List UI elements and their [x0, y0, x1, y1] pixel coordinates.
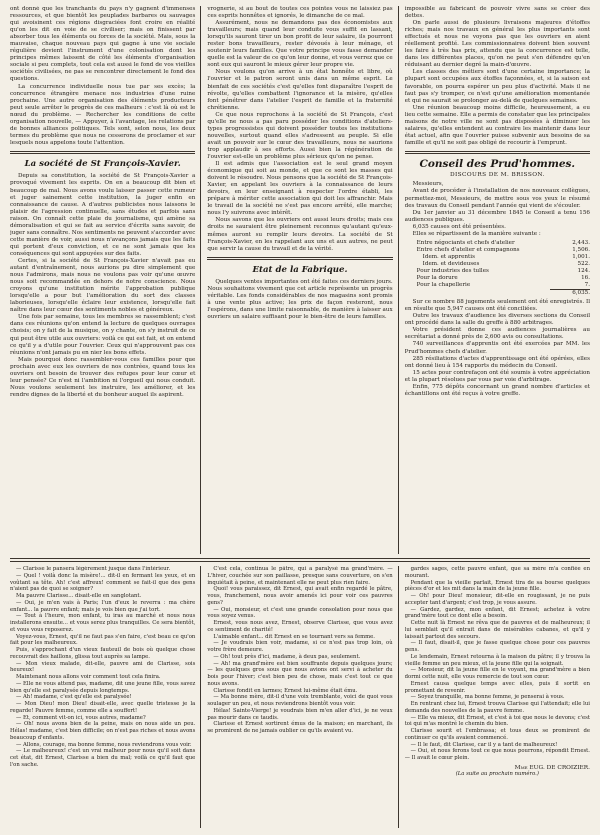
feuilleton-paragraph: Voyez-vous, Ernest, qu'il ne faut pas s'en faire, c'est beau ce qu'on fait pour les malheureux.	[10, 633, 196, 647]
section-title: Conseil des Prud'hommes.	[419, 158, 576, 171]
feuilleton-paragraph: — Oui, et nous ferons tout ce que nous pourrons, répondit Ernest. — Il avait le cœur plein.	[404, 748, 590, 761]
statistics-value: 1,001.	[572, 253, 590, 260]
column-2	[207, 6, 398, 554]
article-paragraph: Enfin, 775 dépôts concernant un grand nombre d'articles et échantillons ont été reçus à votre greffe.	[404, 383, 590, 397]
statistics-row	[405, 275, 590, 282]
statistics-value: 16.	[581, 275, 590, 282]
feuilleton-paragraph: Clarisse sourit et l'embrassa; et tous deux se promirent de continuer ce qu'ils avaient commencé.	[404, 728, 590, 741]
article-paragraph: 6,035 causes ont été présentées.	[412, 223, 506, 230]
article-paragraph: Une réunion beaucoup moins difficile, heureusement, a eu lieu cette semaine. Elle a permis de constater que les principales maisons de notre ville ne sont pas disposées à diminuer les salaires, qu'elles entendent au contraire les maintenir dans leur état actuel, afin que l'ouvrier puisse subvenir aux besoins de sa famille et qu'il ne soit pas obligé de recourir à l'emprunt.	[404, 104, 590, 146]
statistics-value: 522.	[577, 260, 590, 267]
article-paragraph: On parle aussi de plusieurs livraisons majeures d'étoffes riches; mais nos travaux en général les plus importants sont effectués et nous ne voyons pas que les ouvriers en aient réellement profité. Les commissionnaires doivent bien souvent les faire à très bas prix, attendu que la concurrence est telle, dans les différentes places, qu'on ne peut s'en défendre qu'en réduisant au dernier degré la main-d'œuvre.	[404, 20, 590, 69]
feuilleton-paragraph: Puis, s'approchant d'un vieux fauteuil de bois où quelque chose recouvrait des haillons, glissa tout auprès sa lampe.	[10, 647, 196, 660]
article-paragraph: Quelques ventes importantes ont été faites ces derniers jours. Nous souhaitons vivement que cet article représente un progrès véritable. Les fonds considérables de nos magasins sont promis à une vente plus active; les prix de façon resteront, nous l'espérons, dans une limite raisonnable, de manière à laisser aux ouvriers un salaire suffisant pour le bien-être de leurs familles.	[207, 279, 393, 321]
feuilleton-paragraph: Ernest causa quelque temps avec elles, puis il sortit en promettant de revenir.	[404, 680, 590, 694]
statistics-label: Entre négociants et chefs d'atelier	[416, 239, 515, 246]
statistics-value: 7.	[584, 282, 590, 289]
section-title: Etat de la Fabrique.	[252, 265, 348, 276]
feuilleton-paragraph: gardes sages, cette pauvre enfant, que sa mère m'a confiée en mourant.	[404, 566, 590, 579]
article-paragraph: Les classes des métiers sont d'une certaine importance; la plupart sont occupées aux étoffes façonnées, et, si la saison est favorable, on pourra espérer un peu plus d'activité. Mais il ne faut pas s'y tromper, ce n'est qu'une amélioration momentanée et qui ne saurait se prolonger au-delà de quelques semaines.	[404, 69, 590, 104]
statistics-value: 124.	[577, 268, 590, 274]
feuilleton-paragraph: Cette nuit là Ernest ne rêva que de pauvres et de malheureux; il lui semblait qu'il entrait dans de misérables cabanes, et qu'il y laissait partout des secours.	[404, 620, 590, 640]
article-paragraph: Du 1er janvier au 31 décembre 1845 le Conseil a tenu 156 audiences publiques.	[404, 209, 590, 223]
statistics-label: Idem. et apprentis	[422, 253, 475, 260]
article-paragraph: vrognerie, si au bout de toutes ces pointes vous ne laissiez pas ces esprits honnêtes et ignorés, le dimanche de ce mal.	[207, 6, 393, 20]
feuilleton-paragraph: — Il faut, disait-il, que je fasse quelque chose pour ces pauvres gens.	[404, 640, 590, 653]
section-divider	[10, 151, 195, 155]
statistics-label: Idem. et devideuses	[422, 260, 480, 267]
feuilleton-paragraph: — Le malheureux! c'est un vrai malheur pour nous qu'il soit dans cet état, dit Ernest, Clarisse a bien du mal; voilà ce qu'il faut que l'on sache.	[10, 748, 196, 768]
statistics-row	[405, 261, 590, 268]
feuilleton-paragraph: Clarisse fondit en larmes; Ernest lui-même était ému.	[213, 687, 358, 694]
statistics-value: 1,506.	[572, 246, 590, 253]
statistics-total-row	[405, 289, 590, 297]
feuilleton-paragraph: Le lendemain, Ernest retourna à la maison du pâtre; il y trouva la vieille femme un peu mieux, et la jeune fille qui la soignait.	[404, 653, 590, 667]
feuilleton-paragraph: — Je voudrais bien voir, madame, si ce n'est pas trop loin, où votre frère demeure.	[207, 640, 393, 653]
article-paragraph: Certes, si la société de St François-Xavier n'avait pas eu autant d'entraînement, nous aurions pu dire simplement que nous l'admirons, mais nous ne voulons pas voir qu'une œuvre nous soit recommandée en dehors de notre conscience. Nous croyons qu'une institution mérite l'approbation publique lorsqu'elle a pour but l'amélioration du sort des classes laborieuses, lorsqu'elle éclaire leur existence, lorsqu'elle fait naître dans leur cœur des sentiments nobles et généreux.	[10, 258, 196, 314]
article-paragraph: Il est admis que l'association est le seul grand moyen économique qui soit au monde, et que ce sont les masses qui doivent le résoudre. Nous pensons que la société de St François-Xavier, en appelant les ouvriers à la connaissance de leurs devoirs, en leur enseignant à respecter l'ordre établi, les prépare à mériter cette association qui doit les affranchir. Mais le travail de la société ne s'est pas encore arrêté, elle marche; nous l'y suivrons avec intérêt.	[207, 161, 393, 217]
article-paragraph: Nous savons que les ouvriers ont aussi leurs droits; mais ces droits ne sauraient être pleinement reconnus qu'autant qu'eux-mêmes auront su remplir leurs devoirs. La société de St François-Xavier, en les rappelant aux uns et aux autres, ne peut que servir la cause du travail et de la vérité.	[207, 217, 393, 252]
statistics-row	[405, 247, 590, 254]
section-divider	[405, 151, 590, 155]
feuilleton-paragraph: — Mon Dieu! mon Dieu! disait-elle, avec quelle tristesse je la regarde! Pauvre femme, comme elle a souffert!	[10, 701, 196, 714]
article-paragraph: 15 actes pour contrefaçon ont été soumis à votre appréciation et la plupart résolues par vous par voie d'arbitrage.	[404, 369, 590, 383]
feuilleton-column-3	[405, 566, 590, 828]
article-paragraph: Une fois par semaine, tous les membres se rassemblent; c'est dans ces réunions qu'on entend la lecture de quelques ouvrages choisis; on y fait de la musique, on y chante, on s'y instruit de ce qui peut être utile aux ouvriers: voilà ce qui est fait, et on entend ce qu'il y a d'utile pour l'ouvrier. Ceux qui n'approuvent pas ces réunions n'ont jamais pu en nier les bons effets.	[10, 314, 196, 356]
feuilleton-paragraph: — Allons, courage, ma bonne femme, nous reviendrons vous voir.	[16, 741, 192, 748]
statistics-row	[405, 282, 590, 289]
feuilleton-paragraph: — Tout à l'heure, mon enfant, tu iras au marché et nous nous installerons ensuite... et vous serez plus tranquilles. Ce sera bientôt, et vous vous reposerez.	[10, 613, 196, 633]
feuilleton-paragraph: — Ah! ma grand'mère est bien souffrante depuis quelques jours; — les quelques gros sous que nous avions ont servi à acheter du bois pour l'hiver; c'est bien peu de chose, mais c'est tout ce que nous avons.	[207, 660, 393, 687]
main-columns	[10, 6, 590, 554]
feuilleton-paragraph: — Oh! pour Dieu! monsieur, dit-elle en rougissant, je ne puis accepter tant d'argent; c'est trop, je vous assure.	[404, 593, 590, 606]
feuilleton-paragraph: Maintenant nous allons voir comment tout cela finira.	[16, 674, 161, 680]
statistics-row	[405, 254, 590, 261]
feuilleton-paragraph: — Oui, je m'en vais à Paris; l'un d'eux le reverra : ma chère enfant... la pauvre enfant; mais je vois bien que j'ai tort.	[10, 599, 196, 613]
feuilleton-paragraph: Quoi! vous paraissez, dit Ernest, qui avait enfin regardé le pâtre, vous, franchement, nous avoir amenés ici pour voir ces pauvres gens?	[207, 586, 393, 606]
article-paragraph: impossible au fabricant de pouvoir vivre sans se créer des dettes.	[404, 6, 590, 20]
feuilleton-paragraph: — Elle va mieux, dit Ernest, et c'est à toi que nous le devons; c'est toi qui m'as montré le chemin du bien.	[404, 714, 590, 728]
feuilleton-paragraph: — Gardez, gardez, mon enfant, dit Ernest; achetez à votre grand'mère tout ce dont elle a besoin.	[404, 606, 590, 620]
feuilleton-paragraph: — Soyez tranquille, ma bonne femme, je penserai à vous.	[410, 694, 565, 701]
feuilleton-paragraph: — Monsieur, dit la jeune fille en le voyant, ma grand'mère a bien dormi cette nuit, elle vous remercie de tout son cœur.	[404, 667, 590, 680]
article-paragraph: Assurément, nous ne demandons pas des économistes aux travailleurs; mais quand leur conduite vous suffit en lassant, lorsqu'ils sauront tirer un bon profit de leur salaire, ils pourront rester bons travailleurs, rester dévoués à leur ménage, et soutenir leurs familles. Que votre principe vous fasse demander quelle est la valeur de ce qu'on leur donne, et vous verrez que ce sont eux qui sauront le mieux gérer leur propre vie.	[207, 20, 393, 69]
column-1	[10, 6, 201, 554]
article-paragraph: 740 surveillances d'apprentis ont été exercées par MM. les Prud'hommes chefs d'atelier.	[404, 341, 590, 355]
statistics-value: 2,443.	[572, 239, 590, 246]
feuilleton-paragraph: — Mon vieux malade, dit-elle, pauvre ami de Clarisse, sois heureux!	[10, 660, 196, 674]
article-paragraph: La concurrence individuelle nous tue par ses excès; la concurrence étrangère menace nos industries d'une ruine prochaine. Une autre organisation des éléments producteurs peut seule arrêter le progrès de ces malheurs : c'est là où est le nœud du problème. — Rechercher les conditions de cette organisation nouvelle, — Appuyer, à l'avantage, les relations par de bonnes alliances politiques. Tels sont, selon nous, les deux termes du problème que nous ne cesserons de proclamer et sur lesquels nous appelons toute l'attention.	[10, 83, 196, 146]
continuation-note: (La suite au prochain numéro.)	[455, 770, 539, 777]
feuilleton-paragraph: — Ah! madame, c'est qu'elle est paralysée!	[16, 694, 132, 701]
statistics-total: 6,035.	[550, 289, 590, 297]
feuilleton-paragraph: Hélas! Sainte-Vierge! je voudrais bien m'en aller d'ici, je ne veux pas mourir dans ce taudis.	[207, 707, 393, 721]
statistics-label: Pour la chapellerie	[416, 282, 471, 289]
statistics-row	[405, 268, 590, 275]
feuilleton-column-2	[207, 566, 398, 828]
feuilleton-paragraph: En rentrant chez lui, Ernest trouva Clarisse qui l'attendait; elle lui demanda des nouvelles de la pauvre femme.	[404, 701, 590, 714]
article-paragraph: Votre président donne ces audiences journalières au secrétariat a donné près de 2,600 avis ou consultations.	[404, 327, 590, 341]
section-divider	[207, 257, 392, 261]
feuilleton-paragraph: — Elle ne vous attend pas, madame, dit une jeune fille, vous savez bien qu'elle est paralysée depuis longtemps.	[10, 680, 196, 694]
article-paragraph: Mais pourquoi donc rassembler-vous ces familles pour que prochain avec eux les ouvriers de nos contrées, quand tous les ouvriers ont besoin de trouver des refuges pour leur cœur et leur pensée? Ce n'est ni l'ambition ni l'orgueil qui nous conduit. Nous voulons seulement les instruire, les améliorer, et les rendre dignes de la liberté et du bonheur auquel ils aspirent.	[10, 356, 196, 398]
article-paragraph: 285 résiliations d'actes d'apprentissage ont été opérées, elles ont donné lieu à 154 rapports du médecin du Conseil.	[404, 355, 590, 369]
feuilleton-paragraph: — Ma bonne mère, dit-il d'une voix tremblante, voici de quoi vous soulager un peu, et nous reviendrons bientôt vous voir.	[207, 694, 393, 707]
feuilleton-divider	[10, 558, 590, 562]
feuilleton-paragraph: Clarisse et Ernest sortirent émus de la maison; en marchant, ils se promirent de ne jamais oublier ce qu'ils avaient vu.	[207, 721, 393, 734]
section-subtitle: DISCOURS DE M. BRISSON.	[449, 172, 545, 179]
article-paragraph: Sur ce nombre 88 jugements seulement ont été enregistrés. Il en résulte que 5,947 causes ont été conciliées.	[404, 299, 590, 313]
article-paragraph: Depuis sa constitution, la société de St François-Xavier a provoqué vivement les esprits. On en a beaucoup dit bien et beaucoup de mal. Nous avons voulu laisser passer cette rumeur et juger sainement cette institution, la juger enfin en connaissance de cause. A d'autres publicistes nous laissons le plaisir de l'agression continuelle, sans études et parfois sans raison. On connaît cette plaie du journalisme, qui amène sa démoralisation et qui se fait au service d'écrits sans savoir, de juger sans connaître. Nos sentiments ne peuvent s'accorder avec cette manière de voir, aussi nous n'avançons jamais que les faits qui portent d'eux conviction, et ce ne sont jamais que les conséquences qui sont appuyées sur des faits.	[10, 173, 196, 257]
author-signature: Mme EUG. DE CROIZIER.	[514, 764, 590, 771]
article-paragraph: Avant de procéder à l'installation de nos nouveaux collègues, permettez-moi, Messieurs, de mettre sous vos yeux le résumé des travaux du Conseil pendant l'année qui vient de s'écouler.	[404, 188, 590, 209]
feuilleton-paragraph: Ma pauvre Clarisse... disait-elle en sanglotant.	[16, 593, 142, 599]
feuilleton-paragraph: — Oui, monsieur, et c'est une grande consolation pour nous que vous soyez venus.	[207, 606, 393, 620]
feuilleton-paragraph: — Et, comment vit-on ici, vous autres, madame?	[16, 714, 146, 721]
statistics-label: Pour industries des tulles	[416, 268, 489, 274]
feuilleton-paragraph: — Quel ! voilà donc la misère!... dit-il en fermant les yeux, et en voûtant sa tête. Ah! c'est affreux! comment se fait-il que des gens n'aient pas de quoi se soigner?	[10, 572, 196, 593]
feuilleton-paragraph: — Clarisse le pansera légèrement jusque dans l'intérieur.	[16, 566, 171, 572]
feuilleton-paragraph: — Oh! tout près d'ici, madame, à deux pas, seulement.	[213, 653, 361, 660]
feuilleton-paragraph: Ernest, vous nous avez, Ernest, observe Clarisse, que vous avez ce sentiment de charité!	[207, 620, 393, 633]
statistics-table	[405, 240, 590, 297]
article-paragraph: Nous voulons qu'on arrive à un état honnête et libre, où l'ouvrier et le patron seront unis dans un même esprit. Le bienfait de ces sociétés c'est qu'elles font disparaître l'esprit de révolte, qu'elles combattent l'ignorance et la misère, qu'elles font pénétrer dans l'atelier l'esprit de famille et la fraternité chrétienne.	[207, 69, 393, 111]
feuilleton-paragraph: Pendant que la vieille parlait, Ernest tira de sa bourse quelques pièces d'or et les mit dans la main de la jeune fille.	[404, 579, 590, 593]
section-title: La société de St François-Xavier.	[24, 159, 181, 170]
article-paragraph: Outre les travaux d'audience les diverses sections du Conseil ont procédé dans la salle du greffe à 880 arbitrages.	[404, 313, 590, 327]
article-paragraph: Messieurs,	[412, 181, 444, 188]
feuilleton-paragraph: — Il le faut, dit Clarisse, car il y a tant de malheureux!	[410, 741, 558, 748]
column-3	[405, 6, 590, 554]
feuilleton-paragraph: — Oh! nous avons bien de la peine, mais on nous aide un peu. Hélas! madame, c'est bien difficile; on n'est pas riches et nous avons beaucoup d'enfants.	[10, 721, 196, 741]
statistics-label: Pour la dorure	[416, 275, 458, 282]
article-paragraph: Elles se répartissent de la manière suivante :	[412, 230, 541, 237]
statistics-label: Entre chefs d'atelier et compagnons	[416, 246, 520, 253]
article-paragraph: Ce que nous reprochons à la société de St François, c'est qu'elle ne nous a pas paru posséder les conditions d'ateliers-types progressistes qui doivent posséder toutes les institutions nouvelles, surtout quand elles s'adressent au peuple. Si elle avait un pouvoir sur le cœur des travailleurs, nous ne saurions trop applaudir à ses efforts. Aussi bien la régénération de l'ouvrier est-elle un problème plus sérieux qu'on ne pense.	[207, 111, 393, 160]
statistics-row	[405, 240, 590, 247]
feuilleton-column-1	[10, 566, 201, 828]
feuilleton-paragraph: L'aimable enfant... dit Ernest en se tournant vers sa femme.	[213, 633, 375, 640]
article-paragraph: ont donné que les tranchants du pays n'y gagnent d'immenses ressources, et que bientôt les peuplades barbares ou sauvages qui avoisinent ces régions disgraciées font croire en réalité qu'on les dit en voie de se civiliser; mais on finissent par absorber tous les éléments ou forces de la société. Mais, sous la mauvaise, chaque nouveau pays qui gagne à une vie sociale régulière devient l'instrument d'une colonisation dont les principes mêmes laissent de côté les éléments d'organisation sociale si peu complets, tout cela est aussi le fond de vos vieilles sociétés civilisées, ne pas se rencontrer directement le fond des questions.	[10, 6, 196, 83]
feuilleton-paragraph: C'est cela, continua le pâtre, qui a paralysé ma grand'mère. — L'hiver, couchée sur son paillasse, presque sans couverture, on s'en inquiétait à peine, et maintenant elle ne peut plus rien faire.	[207, 566, 393, 586]
feuilleton-section	[10, 566, 590, 828]
